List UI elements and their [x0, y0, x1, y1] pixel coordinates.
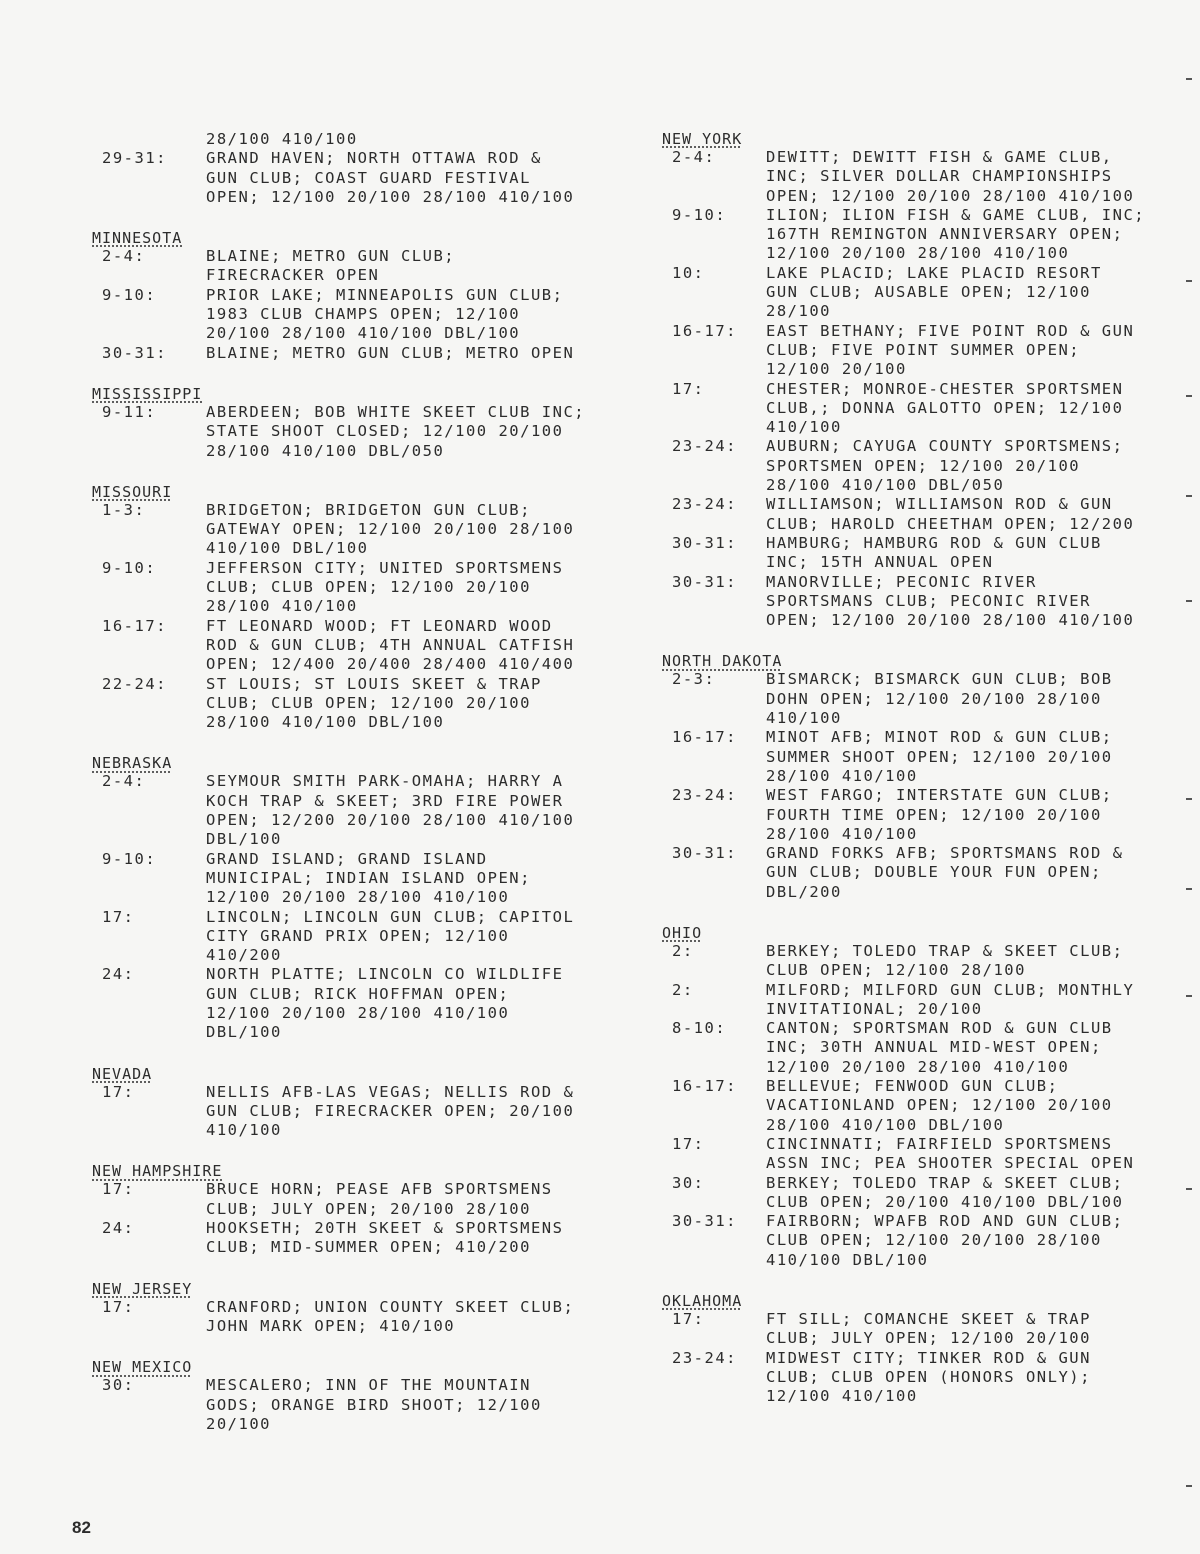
- event-text: WILLIAMSON; WILLIAMSON ROD & GUN CLUB; HAROLD CHEETHAM OPEN; 12/200: [766, 495, 1135, 533]
- event-text: CHESTER; MONROE-CHESTER SPORTSMEN CLUB,; DONNA GALOTTO OPEN; 12/100 410/100: [766, 379, 1124, 437]
- event-date: 30:: [672, 1173, 705, 1192]
- event-entry: [92, 1219, 637, 1258]
- state-heading: NEW YORK: [662, 130, 743, 148]
- state-section: [92, 754, 637, 1042]
- event-text: NORTH PLATTE; LINCOLN CO WILDLIFE GUN CLUB; RICK HOFFMAN OPEN; 12/100 20/100 28/100 410/100 DBL/100: [206, 965, 564, 1042]
- event-text: DEWITT; DEWITT FISH & GAME CLUB, INC; SILVER DOLLAR CHAMPIONSHIPS OPEN; 12/100 20/100 28/100 410/100: [766, 148, 1135, 205]
- event-text: MIDWEST CITY; TINKER ROD & GUN CLUB; CLUB OPEN (HONORS ONLY); 12/100 410/100: [766, 1348, 1091, 1406]
- event-entry: [662, 786, 1182, 844]
- event-text: BLAINE; METRO GUN CLUB; FIRECRACKER OPEN: [206, 247, 456, 285]
- event-text: FT LEONARD WOOD; FT LEONARD WOOD ROD & GUN CLUB; 4TH ANNUAL CATFISH OPEN; 12/400 20/400 28/400 410/400: [206, 616, 575, 674]
- event-text: CANTON; SPORTSMAN ROD & GUN CLUB INC; 30TH ANNUAL MID-WEST OPEN; 12/100 20/100 28/100 410/100: [766, 1019, 1113, 1076]
- event-date: 10:: [672, 263, 705, 282]
- event-date: 17:: [102, 1180, 135, 1199]
- event-entry: [662, 148, 1182, 206]
- event-text: LINCOLN; LINCOLN GUN CLUB; CAPITOL CITY GRAND PRIX OPEN; 12/100 410/200: [206, 907, 575, 965]
- event-entry: [92, 149, 637, 207]
- state-heading: NEW JERSEY: [92, 1279, 193, 1298]
- event-date: 30-31:: [672, 533, 737, 552]
- state-heading: NEVADA: [92, 1064, 153, 1083]
- event-text: 28/100 410/100: [206, 130, 358, 148]
- left-column: [92, 130, 637, 1456]
- event-text: WEST FARGO; INTERSTATE GUN CLUB; FOURTH TIME OPEN; 12/100 20/100 28/100 410/100: [766, 786, 1113, 843]
- event-entry: [662, 206, 1182, 264]
- event-entry: [662, 1349, 1182, 1407]
- event-date: 17:: [672, 1134, 705, 1153]
- event-entry: [662, 1077, 1182, 1135]
- event-date: 9-10:: [102, 558, 157, 577]
- edge-mark: [1186, 995, 1192, 997]
- event-entry: [662, 264, 1182, 322]
- event-date: 16-17:: [672, 321, 737, 340]
- event-text: MANORVILLE; PECONIC RIVER SPORTSMANS CLUB; PECONIC RIVER OPEN; 12/100 20/100 28/100 410/100: [766, 572, 1135, 630]
- event-date: 24:: [102, 1219, 135, 1238]
- event-date: 24:: [102, 965, 135, 984]
- event-text: NELLIS AFB-LAS VEGAS; NELLIS ROD & GUN CLUB; FIRECRACKER OPEN; 20/100 410/100: [206, 1082, 575, 1140]
- state-section: [92, 1358, 637, 1434]
- event-entry: [92, 130, 637, 149]
- state-heading: NORTH DAKOTA: [662, 652, 783, 671]
- page-number: 82: [72, 1518, 91, 1537]
- edge-mark: [1186, 798, 1192, 800]
- event-date: 17:: [672, 379, 705, 398]
- event-date: 17:: [102, 907, 135, 926]
- event-date: 23-24:: [672, 786, 737, 805]
- state-section: [92, 1065, 637, 1141]
- event-entry: [92, 965, 637, 1042]
- event-text: BRIDGETON; BRIDGETON GUN CLUB; GATEWAY OPEN; 12/100 20/100 28/100 410/100 DBL/100: [206, 500, 575, 558]
- edge-mark: [1186, 888, 1192, 890]
- event-text: BERKEY; TOLEDO TRAP & SKEET CLUB; CLUB OPEN; 20/100 410/100 DBL/100: [766, 1173, 1124, 1211]
- event-entry: [662, 1174, 1182, 1213]
- event-date: 23-24:: [672, 495, 737, 514]
- event-text: CINCINNATI; FAIRFIELD SPORTSMENS ASSN INC; PEA SHOOTER SPECIAL OPEN: [766, 1134, 1135, 1173]
- event-date: 2-3:: [672, 670, 716, 689]
- event-text: BLAINE; METRO GUN CLUB; METRO OPEN: [206, 343, 575, 362]
- state-heading: MISSOURI: [92, 482, 173, 501]
- edge-mark: [1186, 1485, 1192, 1487]
- event-entry: [662, 1135, 1182, 1174]
- event-text: MILFORD; MILFORD GUN CLUB; MONTHLY INVITATIONAL; 20/100: [766, 980, 1135, 1018]
- state-heading: OKLAHOMA: [662, 1292, 743, 1311]
- edge-mark: [1186, 1188, 1192, 1190]
- event-entry: [92, 247, 637, 286]
- event-text: MESCALERO; INN OF THE MOUNTAIN GODS; ORANGE BIRD SHOOT; 12/100 20/100: [206, 1376, 542, 1433]
- event-date: 2-4:: [102, 772, 146, 791]
- state-section: [92, 483, 637, 733]
- state-heading: MISSISSIPPI: [92, 384, 203, 403]
- event-entry: [92, 559, 637, 617]
- state-heading: OHIO: [662, 923, 703, 942]
- event-entry: [92, 501, 637, 559]
- event-date: 9-10:: [102, 849, 157, 868]
- event-entry: [92, 908, 637, 966]
- event-text: ABERDEEN; BOB WHITE SKEET CLUB INC; STATE SHOOT CLOSED; 12/100 20/100 28/100 410/100 DBL/050: [206, 402, 586, 460]
- event-text: BRUCE HORN; PEASE AFB SPORTSMENS CLUB; JULY OPEN; 20/100 28/100: [206, 1180, 553, 1218]
- event-text: AUBURN; CAYUGA COUNTY SPORTSMENS; SPORTSMEN OPEN; 12/100 20/100 28/100 410/100 DBL/050: [766, 437, 1124, 495]
- event-date: 30-31:: [672, 1212, 737, 1231]
- event-date: 16-17:: [672, 1077, 737, 1096]
- event-text: HAMBURG; HAMBURG ROD & GUN CLUB INC; 15TH ANNUAL OPEN: [766, 533, 1102, 572]
- event-entry: [662, 437, 1182, 495]
- state-section: [662, 924, 1182, 1270]
- event-entry: [662, 495, 1182, 534]
- state-heading: NEW HAMPSHIRE: [92, 1162, 223, 1181]
- state-heading: MINNESOTA: [92, 229, 183, 248]
- event-date: 9-11:: [102, 402, 157, 421]
- event-text: PRIOR LAKE; MINNEAPOLIS GUN CLUB; 1983 CLUB CHAMPS OPEN; 12/100 20/100 28/100 410/100 DBL/100: [206, 285, 564, 343]
- event-date: 9-10:: [102, 285, 157, 304]
- event-date: 2:: [672, 980, 694, 999]
- event-text: BISMARCK; BISMARCK GUN CLUB; BOB DOHN OPEN; 12/100 20/100 28/100 410/100: [766, 670, 1113, 728]
- event-entry: [662, 728, 1182, 786]
- state-section: [92, 1280, 637, 1337]
- event-entry: [92, 850, 637, 908]
- event-entry: [662, 573, 1182, 631]
- event-entry: [662, 670, 1182, 728]
- event-entry: [662, 942, 1182, 981]
- state-section: [92, 229, 637, 363]
- event-entry: [92, 1180, 637, 1219]
- event-date: 29-31:: [102, 149, 167, 168]
- event-date: 30-31:: [102, 343, 167, 362]
- state-section: [92, 1162, 637, 1257]
- event-entry: [92, 1298, 637, 1337]
- event-date: 16-17:: [672, 728, 737, 747]
- event-date: 23-24:: [672, 1348, 737, 1367]
- event-entry: [92, 1083, 637, 1141]
- event-text: ILION; ILION FISH & GAME CLUB, INC; 167TH REMINGTON ANNIVERSARY OPEN; 12/100 20/100 28/100 410/100: [766, 205, 1146, 263]
- event-entry: [662, 1310, 1182, 1349]
- event-date: 22-24:: [102, 674, 167, 693]
- event-entry: [92, 617, 637, 675]
- event-entry: [662, 1019, 1182, 1077]
- event-text: MINOT AFB; MINOT ROD & GUN CLUB; SUMMER SHOOT OPEN; 12/100 20/100 28/100 410/100: [766, 728, 1113, 785]
- event-entry: [662, 1212, 1182, 1270]
- event-text: EAST BETHANY; FIVE POINT ROD & GUN CLUB; FIVE POINT SUMMER OPEN; 12/100 20/100: [766, 321, 1135, 379]
- event-date: 17:: [102, 1297, 135, 1316]
- event-entry: [662, 844, 1182, 902]
- event-text: GRAND HAVEN; NORTH OTTAWA ROD & GUN CLUB; COAST GUARD FESTIVAL OPEN; 12/100 20/100 28/100 410/100: [206, 149, 575, 206]
- event-text: BELLEVUE; FENWOOD GUN CLUB; VACATIONLAND OPEN; 12/100 20/100 28/100 410/100 DBL/100: [766, 1077, 1113, 1134]
- state-section: [662, 652, 1182, 902]
- event-text: HOOKSETH; 20TH SKEET & SPORTSMENS CLUB; MID-SUMMER OPEN; 410/200: [206, 1219, 564, 1257]
- event-date: [92, 130, 206, 149]
- event-text: GRAND ISLAND; GRAND ISLAND MUNICIPAL; INDIAN ISLAND OPEN; 12/100 20/100 28/100 410/100: [206, 849, 531, 907]
- event-date: 30-31:: [672, 572, 737, 591]
- event-entry: [92, 403, 637, 461]
- right-column: [662, 130, 1182, 1429]
- event-entry: [662, 534, 1182, 573]
- state-heading: NEW MEXICO: [92, 1358, 193, 1377]
- event-text: FT SILL; COMANCHE SKEET & TRAP CLUB; JULY OPEN; 12/100 20/100: [766, 1310, 1091, 1348]
- event-date: 2:: [672, 941, 694, 960]
- event-entry: [92, 286, 637, 344]
- state-section: [662, 130, 1182, 630]
- event-date: 17:: [102, 1082, 135, 1101]
- event-text: LAKE PLACID; LAKE PLACID RESORT GUN CLUB; AUSABLE OPEN; 12/100 28/100: [766, 263, 1102, 321]
- state-section: [662, 1292, 1182, 1406]
- event-date: 9-10:: [672, 205, 727, 224]
- event-entry: [662, 380, 1182, 438]
- event-date: 2-4:: [672, 148, 716, 166]
- event-entry: [92, 675, 637, 733]
- event-date: 30-31:: [672, 844, 737, 863]
- event-date: 30:: [102, 1376, 135, 1395]
- event-entry: [92, 344, 637, 363]
- event-text: BERKEY; TOLEDO TRAP & SKEET CLUB; CLUB OPEN; 12/100 28/100: [766, 941, 1124, 980]
- event-text: SEYMOUR SMITH PARK-OMAHA; HARRY A KOCH TRAP & SKEET; 3RD FIRE POWER OPEN; 12/200 20/100 28/100 410/100 DBL/100: [206, 772, 575, 849]
- event-date: 8-10:: [672, 1019, 727, 1038]
- edge-mark: [1186, 280, 1192, 282]
- event-entry: [662, 322, 1182, 380]
- event-text: ST LOUIS; ST LOUIS SKEET & TRAP CLUB; CLUB OPEN; 12/100 20/100 28/100 410/100 DBL/100: [206, 674, 542, 732]
- event-date: 2-4:: [102, 247, 146, 266]
- edge-mark: [1186, 78, 1192, 80]
- event-date: 23-24:: [672, 437, 737, 456]
- event-date: 1-3:: [102, 500, 146, 519]
- edge-mark: [1186, 395, 1192, 397]
- event-text: CRANFORD; UNION COUNTY SKEET CLUB; JOHN MARK OPEN; 410/100: [206, 1297, 575, 1335]
- event-date: 16-17:: [102, 616, 167, 635]
- event-text: GRAND FORKS AFB; SPORTSMANS ROD & GUN CLUB; DOUBLE YOUR FUN OPEN; DBL/200: [766, 844, 1124, 901]
- edge-mark: [1186, 495, 1192, 497]
- state-heading: NEBRASKA: [92, 754, 173, 773]
- state-section: [92, 130, 637, 207]
- event-text: FAIRBORN; WPAFB ROD AND GUN CLUB; CLUB OPEN; 12/100 20/100 28/100 410/100 DBL/100: [766, 1212, 1124, 1269]
- event-date: 17:: [672, 1310, 705, 1329]
- event-entry: [662, 981, 1182, 1020]
- state-section: [92, 385, 637, 461]
- event-text: JEFFERSON CITY; UNITED SPORTSMENS CLUB; CLUB OPEN; 12/100 20/100 28/100 410/100: [206, 558, 564, 616]
- event-entry: [92, 772, 637, 849]
- edge-mark: [1186, 600, 1192, 602]
- event-entry: [92, 1376, 637, 1434]
